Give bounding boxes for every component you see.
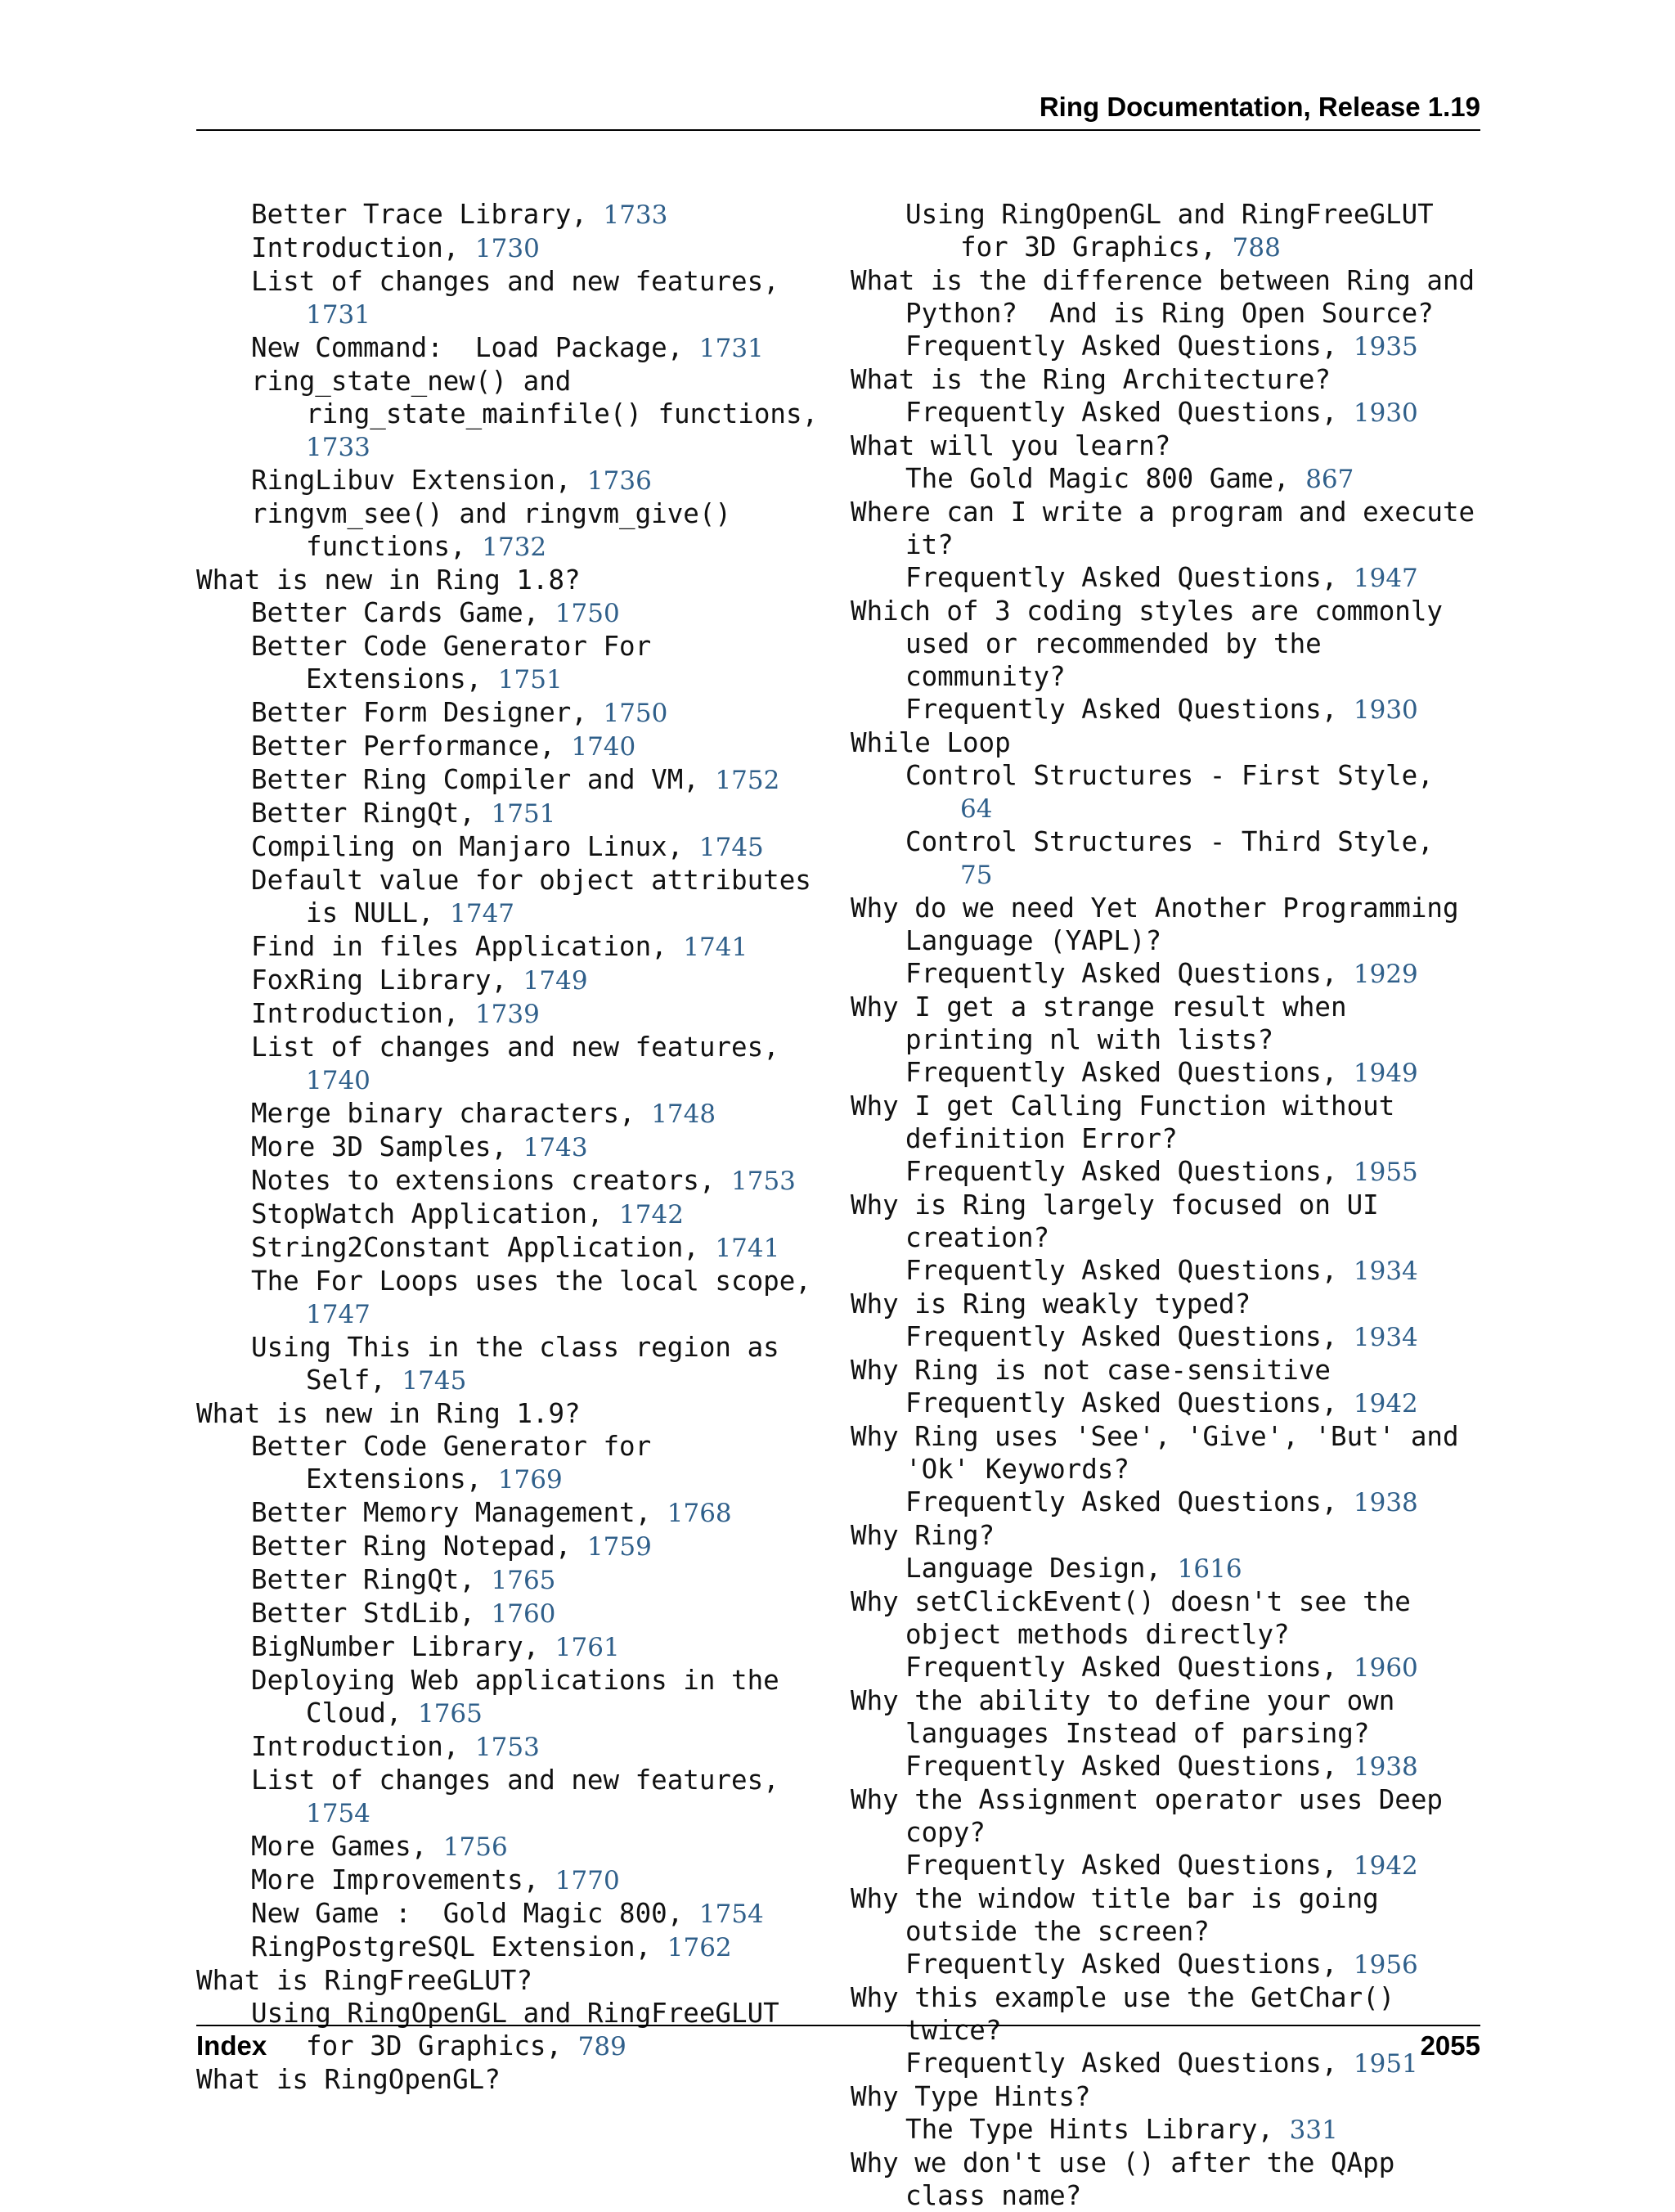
index-term: [851, 1288, 1480, 1320]
index-term: [851, 1354, 1480, 1387]
index-term: [851, 1882, 1480, 1948]
entry-text: Better Memory Management,: [251, 1497, 652, 1528]
index-subentry: [196, 1231, 826, 1265]
index-subentry: [851, 1254, 1480, 1288]
entry-text: Why is Ring weakly typed?: [851, 1288, 1251, 1320]
footer-rule: [196, 2025, 1480, 2026]
entry-text: Introduction,: [251, 232, 460, 263]
entry-text: Better RingQt,: [251, 1564, 475, 1595]
entry-text: What will you learn?: [851, 430, 1171, 461]
index-subentry: [196, 1931, 826, 1964]
page-link[interactable]: 788: [1232, 233, 1281, 263]
page-link[interactable]: 1938: [1353, 1752, 1418, 1782]
entry-text: New Command: Load Package,: [251, 332, 684, 363]
index-subentry: [196, 930, 826, 964]
page-link[interactable]: 1934: [1353, 1257, 1418, 1286]
entry-text: Better Code Generator for Extensions,: [251, 1431, 667, 1495]
index-subentry: [851, 825, 1480, 892]
entry-text: Better RingQt,: [251, 798, 475, 829]
entry-text: Frequently Asked Questions,: [905, 1057, 1338, 1088]
index-column-left: [196, 198, 826, 2096]
entry-text: The Type Hints Library,: [905, 2114, 1274, 2145]
entry-text: Why the Assignment operator uses Deep copy?: [851, 1784, 1459, 1848]
index-subentry: [196, 1164, 826, 1198]
index-term: [196, 1964, 826, 1997]
entry-text: Better Performance,: [251, 731, 555, 762]
entry-text: Better Ring Compiler and VM,: [251, 764, 699, 795]
page-link[interactable]: 1750: [555, 599, 620, 628]
page-link[interactable]: 1754: [306, 1799, 370, 1828]
index-subentry: [196, 1031, 826, 1097]
entry-text: Language Design,: [905, 1553, 1162, 1584]
entry-text: What is the difference between Ring and Python? And is Ring Open Source?: [851, 265, 1491, 329]
index-subentry: [851, 561, 1480, 595]
index-subentry: [196, 830, 826, 864]
page-link[interactable]: 1731: [698, 334, 764, 363]
index-subentry: [196, 1897, 826, 1931]
page-link[interactable]: 1938: [1353, 1488, 1418, 1517]
page-link[interactable]: 1751: [497, 665, 563, 695]
index-subentry: [851, 1948, 1480, 1981]
entry-text: Introduction,: [251, 1731, 460, 1762]
page-link[interactable]: 1935: [1353, 332, 1418, 362]
index-subentry: [196, 365, 826, 464]
page-link[interactable]: 1930: [1353, 695, 1418, 725]
entry-text: Better Trace Library,: [251, 199, 587, 230]
index-subentry: [196, 497, 826, 564]
entry-text: List of changes and new features,: [251, 1032, 779, 1063]
page-link[interactable]: 1951: [1353, 2049, 1418, 2079]
index-subentry: [851, 396, 1480, 429]
index-subentry: [196, 1563, 826, 1597]
page-link[interactable]: 1942: [1353, 1389, 1418, 1418]
index-term: [851, 991, 1480, 1056]
entry-text: RingLibuv Extension,: [251, 465, 572, 496]
index-term: [196, 2063, 826, 2096]
index-term: [851, 1090, 1480, 1155]
entry-text: Better StdLib,: [251, 1598, 475, 1629]
entry-text: Better Cards Game,: [251, 597, 540, 628]
entry-text: New Game : Gold Magic 800,: [251, 1898, 684, 1929]
entry-text: Using This in the class region as Self,: [251, 1332, 796, 1396]
entry-text: Using RingOpenGL and RingFreeGLUT for 3D Graphics,: [905, 199, 1450, 263]
page-link[interactable]: 1956: [1353, 1950, 1418, 1980]
page-link[interactable]: 1745: [698, 833, 764, 862]
entry-text: While Loop: [851, 727, 1011, 758]
entry-text: Control Structures - First Style,: [905, 760, 1434, 791]
index-subentry: [196, 1730, 826, 1764]
entry-text: Why Type Hints?: [851, 2081, 1091, 2112]
page-link[interactable]: 1733: [603, 200, 668, 230]
entry-text: FoxRing Library,: [251, 964, 508, 996]
index-subentry: [196, 1864, 826, 1897]
page-link[interactable]: 1753: [474, 1733, 540, 1762]
index-subentry: [851, 1849, 1480, 1882]
footer-page-number: 2055: [1420, 2030, 1480, 2061]
index-subentry: [851, 759, 1480, 825]
entry-text: Why Ring?: [851, 1520, 995, 1551]
entry-text: Which of 3 coding styles are commonly used or recommended by the community?: [851, 596, 1459, 692]
page-link[interactable]: 1742: [619, 1200, 684, 1230]
page-link[interactable]: 1768: [667, 1499, 732, 1528]
index-term: [851, 892, 1480, 957]
entry-text: The For Loops uses the local scope,: [251, 1266, 811, 1297]
entry-text: ringvm_see() and ringvm_give() functions,: [251, 498, 748, 562]
entry-text: Why do we need Yet Another Programming Language (YAPL)?: [851, 892, 1475, 956]
entry-text: Frequently Asked Questions,: [905, 1156, 1338, 1187]
index-subentry: [196, 198, 826, 232]
index-column-right: [851, 198, 1491, 2212]
page-link[interactable]: 867: [1305, 465, 1354, 494]
entry-text: Why I get a strange result when printing nl with lists?: [851, 991, 1363, 1055]
index-subentry: [851, 1155, 1480, 1189]
page-link[interactable]: 1748: [651, 1099, 716, 1129]
index-subentry: [196, 763, 826, 797]
entry-text: Merge binary characters,: [251, 1098, 635, 1129]
page-link[interactable]: 1955: [1353, 1158, 1418, 1187]
page-link[interactable]: 1616: [1177, 1554, 1242, 1584]
index-term: [851, 363, 1480, 396]
index-term: [851, 1981, 1480, 2047]
index-term: [851, 264, 1491, 330]
index-term: [196, 1397, 826, 1430]
index-subentry: [851, 1750, 1480, 1783]
index-subentry: [851, 1552, 1480, 1585]
index-subentry: [196, 1131, 826, 1164]
page-link[interactable]: 1741: [683, 933, 748, 962]
index-subentry: [196, 797, 826, 830]
page-link[interactable]: 1740: [571, 732, 636, 762]
index-term: [851, 595, 1480, 693]
entry-text: RingPostgreSQL Extension,: [251, 1931, 652, 1962]
page-link[interactable]: 1747: [450, 899, 515, 928]
entry-text: The Gold Magic 800 Game,: [905, 463, 1290, 494]
page-link[interactable]: 1930: [1353, 398, 1418, 428]
index-term: [851, 1420, 1480, 1486]
page-link[interactable]: 1754: [698, 1900, 764, 1929]
entry-text: Why we don't use () after the QApp class name?: [851, 2147, 1411, 2211]
entry-text: String2Constant Application,: [251, 1232, 699, 1263]
header-rule: [196, 129, 1480, 131]
page-link[interactable]: 1761: [555, 1633, 620, 1662]
page-link[interactable]: 75: [960, 861, 993, 890]
entry-text: Deploying Web applications in the Cloud,: [251, 1665, 796, 1729]
entry-text: Frequently Asked Questions,: [905, 562, 1338, 593]
index-term: [851, 1783, 1480, 1849]
running-header-title: Ring Documentation, Release 1.19: [1039, 92, 1480, 122]
entry-text: Frequently Asked Questions,: [905, 958, 1338, 989]
index-term: [851, 1189, 1480, 1254]
index-subentry: [196, 696, 826, 730]
index-term: [196, 564, 826, 596]
entry-text: More Improvements,: [251, 1864, 540, 1895]
page-link[interactable]: 1745: [402, 1366, 467, 1396]
entry-text: Why the window title bar is going outside the screen?: [851, 1883, 1395, 1947]
entry-text: Why I get Calling Function without definition Error?: [851, 1090, 1411, 1154]
index-subentry: [196, 1997, 826, 2063]
index-subentry: [851, 1320, 1480, 1354]
page-link[interactable]: 1751: [491, 799, 556, 829]
entry-text: More Games,: [251, 1831, 428, 1862]
entry-text: List of changes and new features,: [251, 266, 779, 297]
entry-text: What is new in Ring 1.9?: [196, 1398, 581, 1429]
entry-text: Frequently Asked Questions,: [905, 694, 1338, 725]
index-subentry: [196, 1265, 826, 1331]
index-subentry: [851, 2047, 1480, 2080]
index-subentry: [851, 198, 1480, 264]
entry-text: Frequently Asked Questions,: [905, 1850, 1338, 1881]
page-link[interactable]: 1731: [306, 300, 370, 330]
index-subentry: [196, 596, 826, 630]
entry-text: Frequently Asked Questions,: [905, 1387, 1338, 1418]
entry-text: Frequently Asked Questions,: [905, 397, 1338, 428]
index-subentry: [851, 1387, 1480, 1420]
entry-text: Compiling on Manjaro Linux,: [251, 831, 684, 862]
page-link[interactable]: 1730: [474, 234, 540, 263]
entry-text: Better Code Generator For Extensions,: [251, 631, 667, 695]
entry-text: Frequently Asked Questions,: [905, 330, 1338, 362]
page-link[interactable]: 1929: [1353, 960, 1418, 989]
index-subentry: [196, 864, 826, 930]
index-subentry: [196, 331, 826, 365]
entry-text: What is RingFreeGLUT?: [196, 1965, 532, 1996]
index-subentry: [196, 1597, 826, 1630]
entry-text: Frequently Asked Questions,: [905, 1255, 1338, 1286]
index-subentry: [196, 630, 826, 696]
entry-text: What is the Ring Architecture?: [851, 364, 1331, 395]
index-term: [851, 2147, 1480, 2212]
page-link[interactable]: 1759: [586, 1532, 652, 1562]
page-link[interactable]: 1947: [1353, 564, 1418, 593]
entry-text: Frequently Asked Questions,: [905, 1486, 1338, 1517]
index-subentry: [196, 1496, 826, 1530]
page-link[interactable]: 1741: [715, 1234, 780, 1263]
index-term: [851, 1585, 1480, 1651]
footer-section-name: Index: [196, 2030, 267, 2061]
entry-text: Frequently Asked Questions,: [905, 1751, 1338, 1782]
index-subentry: [196, 1664, 826, 1730]
index-subentry: [196, 964, 826, 997]
page-link[interactable]: 1736: [586, 466, 652, 496]
index-subentry: [196, 1830, 826, 1864]
page-link[interactable]: 1960: [1353, 1653, 1418, 1683]
entry-text: Frequently Asked Questions,: [905, 2048, 1338, 2079]
page-link[interactable]: 1739: [474, 1000, 540, 1029]
index-subentry: [851, 462, 1480, 496]
entry-text: ring_state_new() and ring_state_mainfile() functions,: [251, 366, 819, 429]
index-subentry: [196, 464, 826, 497]
index-subentry: [851, 693, 1480, 726]
index-subentry: [851, 330, 1480, 363]
index-subentry: [196, 265, 826, 331]
index-subentry: [851, 1486, 1480, 1519]
page-link[interactable]: 1934: [1353, 1323, 1418, 1352]
page-link[interactable]: 1765: [491, 1566, 556, 1595]
page-link[interactable]: 1765: [417, 1699, 483, 1729]
page-link[interactable]: 1733: [306, 433, 370, 462]
entry-text: What is new in Ring 1.8?: [196, 564, 581, 596]
entry-text: What is RingOpenGL?: [196, 2064, 501, 2095]
entry-text: Why Ring is not case-sensitive: [851, 1355, 1331, 1386]
entry-text: Better Ring Notepad,: [251, 1531, 572, 1562]
entry-text: Better Form Designer,: [251, 697, 587, 728]
entry-text: StopWatch Application,: [251, 1198, 604, 1230]
page-link[interactable]: 1753: [731, 1167, 796, 1196]
entry-text: More 3D Samples,: [251, 1131, 508, 1162]
entry-text: Frequently Asked Questions,: [905, 1652, 1338, 1683]
index-subentry: [851, 1056, 1480, 1090]
page-link[interactable]: 1760: [491, 1599, 556, 1629]
entry-text: Why this example use the GetChar() twice?: [851, 1982, 1411, 2046]
entry-text: List of changes and new features,: [251, 1765, 779, 1796]
entry-text: Notes to extensions creators,: [251, 1165, 716, 1196]
index-subentry: [196, 1430, 826, 1496]
index-subentry: [196, 1630, 826, 1664]
entry-text: Using RingOpenGL and RingFreeGLUT for 3D Graphics,: [251, 1998, 796, 2061]
index-subentry: [851, 2113, 1480, 2147]
index-subentry: [196, 1097, 826, 1131]
entry-text: BigNumber Library,: [251, 1631, 540, 1662]
page-link[interactable]: 1747: [306, 1300, 370, 1329]
page-link[interactable]: 1770: [555, 1866, 620, 1895]
index-term: [851, 496, 1491, 561]
page-link[interactable]: 1942: [1353, 1851, 1418, 1881]
entry-text: Introduction,: [251, 998, 460, 1029]
index-subentry: [196, 1764, 826, 1830]
index-subentry: [851, 957, 1480, 991]
entry-text: Default value for object attributes is NULL,: [251, 865, 828, 928]
index-term: [851, 2080, 1480, 2113]
page-link[interactable]: 1743: [523, 1133, 588, 1162]
page-link[interactable]: 1756: [442, 1832, 508, 1862]
page-link[interactable]: 1949: [1353, 1059, 1418, 1088]
page-link[interactable]: 1749: [523, 966, 588, 996]
entry-text: Why the ability to define your own languages Instead of parsing?: [851, 1685, 1411, 1749]
entry-text: Where can I write a program and execute it?: [851, 497, 1491, 560]
index-subentry: [196, 232, 826, 265]
entry-text: Control Structures - Third Style,: [905, 826, 1434, 857]
index-term: [851, 1684, 1480, 1750]
entry-text: Why setClickEvent() doesn't see the object methods directly?: [851, 1586, 1427, 1650]
index-term: [851, 429, 1480, 462]
page-link[interactable]: 1732: [482, 533, 547, 562]
page-link[interactable]: 64: [960, 794, 993, 824]
index-subentry: [196, 1198, 826, 1231]
index-subentry: [196, 730, 826, 763]
entry-text: Why Ring uses 'See', 'Give', 'But' and 'Ok' Keywords?: [851, 1421, 1475, 1485]
page-link[interactable]: 1769: [497, 1465, 563, 1495]
entry-text: Find in files Application,: [251, 931, 667, 962]
page-link[interactable]: 1752: [715, 766, 780, 795]
index-subentry: [196, 1530, 826, 1563]
page-link[interactable]: 1762: [667, 1933, 732, 1962]
index-subentry: [851, 1651, 1480, 1684]
index-subentry: [196, 1331, 826, 1397]
page-link[interactable]: 1750: [603, 699, 668, 728]
index-subentry: [196, 997, 826, 1031]
entry-text: Why is Ring largely focused on UI creation?: [851, 1189, 1395, 1253]
index-term: [851, 1519, 1480, 1552]
page-link[interactable]: 1740: [306, 1066, 370, 1095]
entry-text: Frequently Asked Questions,: [905, 1949, 1338, 1980]
entry-text: Frequently Asked Questions,: [905, 1321, 1338, 1352]
index-term: [851, 726, 1480, 759]
page-link[interactable]: 331: [1289, 2115, 1338, 2145]
page-link[interactable]: 789: [577, 2032, 626, 2061]
